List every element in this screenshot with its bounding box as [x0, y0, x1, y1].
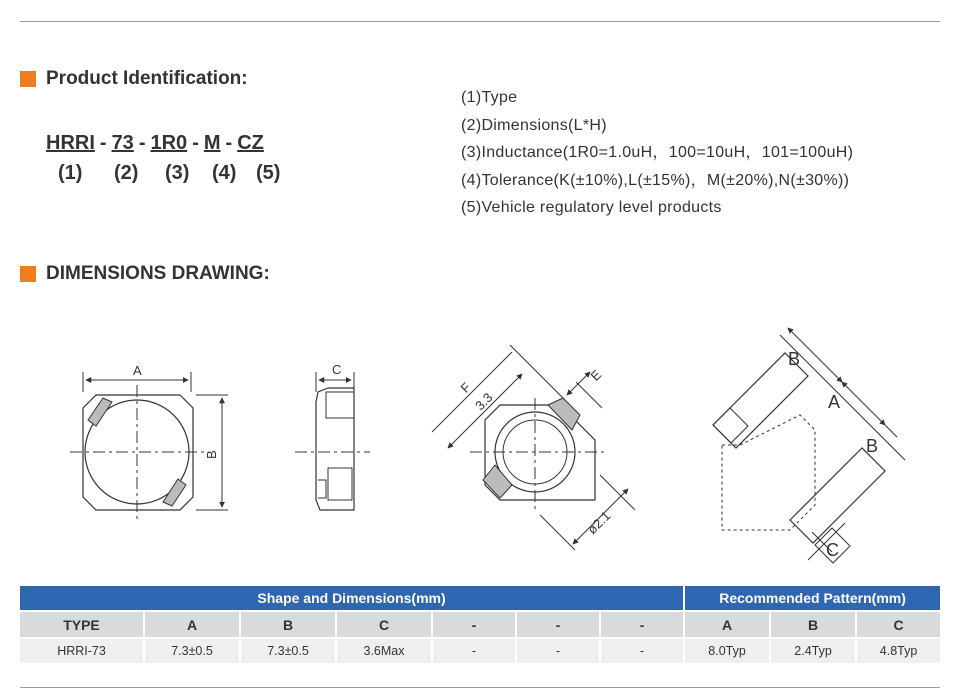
pattern-a-label: A [828, 392, 841, 412]
code-index-1: (1) [58, 162, 83, 184]
table-cell: HRRI-73 [20, 638, 144, 663]
section-title: DIMENSIONS DRAWING: [46, 263, 270, 284]
table-col-header: - [432, 611, 516, 638]
dimensions-table [20, 586, 940, 663]
rotated-dim-label: 3.3 [472, 389, 496, 414]
pattern-c-label: C [826, 540, 839, 560]
table-col-header: B [770, 611, 856, 638]
table-col-header: C [336, 611, 432, 638]
rotated-diameter-label: ø2.1 [584, 508, 614, 538]
table-cell: - [516, 638, 600, 663]
description-item: (4)Tolerance(K(±10%),L(±15%)，M(±20%),N(±30%)) [461, 171, 850, 189]
code-separator: - [192, 132, 199, 154]
pattern-drawing [713, 328, 905, 563]
table-col-header: C [856, 611, 940, 638]
code-part-type: HRRI [46, 132, 95, 154]
code-index-5: (5) [256, 162, 281, 184]
table-col-header: - [600, 611, 684, 638]
table-cell: 2.4Typ [770, 638, 856, 663]
code-part-inductance: 1R0 [150, 132, 188, 154]
table-cell: - [600, 638, 684, 663]
front-view-drawing [70, 363, 228, 520]
rotated-f-label: F [457, 379, 474, 396]
table-cell: 7.3±0.5 [144, 638, 240, 663]
code-separator: - [225, 132, 233, 154]
code-separator: - [99, 132, 107, 154]
table-cell: 3.6Max [336, 638, 432, 663]
pattern-b2-label: B [866, 436, 879, 456]
table-row [20, 638, 940, 663]
pattern-b1-label: B [788, 349, 801, 369]
side-view-drawing [295, 362, 370, 510]
table-col-header: B [240, 611, 336, 638]
description-item: (5)Vehicle regulatory level products [461, 199, 722, 216]
front-width-label: A [133, 363, 142, 378]
rotated-e-label: E [587, 367, 605, 384]
table-col-header: TYPE [20, 611, 144, 638]
code-part-vehicle: CZ [237, 132, 264, 154]
bottom-divider [20, 687, 940, 688]
table-col-header: - [516, 611, 600, 638]
table-group-header-shape: Shape and Dimensions(mm) [20, 586, 684, 611]
table-cell: 7.3±0.5 [240, 638, 336, 663]
section-title: Product Identification: [46, 68, 248, 89]
table-cell: 4.8Typ [856, 638, 940, 663]
side-width-label: C [332, 362, 342, 377]
table-cell: - [432, 638, 516, 663]
description-item: (1)Type [461, 89, 518, 106]
code-part-tolerance: M [203, 132, 221, 154]
code-part-dimensions: 73 [111, 132, 134, 154]
table-col-header: A [144, 611, 240, 638]
table-cell: 8.0Typ [684, 638, 770, 663]
code-index-4: (4) [212, 162, 237, 184]
table-col-header: A [684, 611, 770, 638]
code-separator: - [138, 132, 146, 154]
description-item: (3)Inductance(1R0=1.0uH，100=10uH，101=100uH) [461, 144, 854, 161]
code-index-2: (2) [114, 162, 139, 184]
front-height-label: B [204, 450, 219, 459]
rotated-view-drawing [432, 345, 635, 550]
description-item: (2)Dimensions(L*H) [461, 116, 607, 134]
table-group-header-pattern: Recommended Pattern(mm) [684, 586, 940, 611]
code-index-3: (3) [165, 162, 190, 184]
